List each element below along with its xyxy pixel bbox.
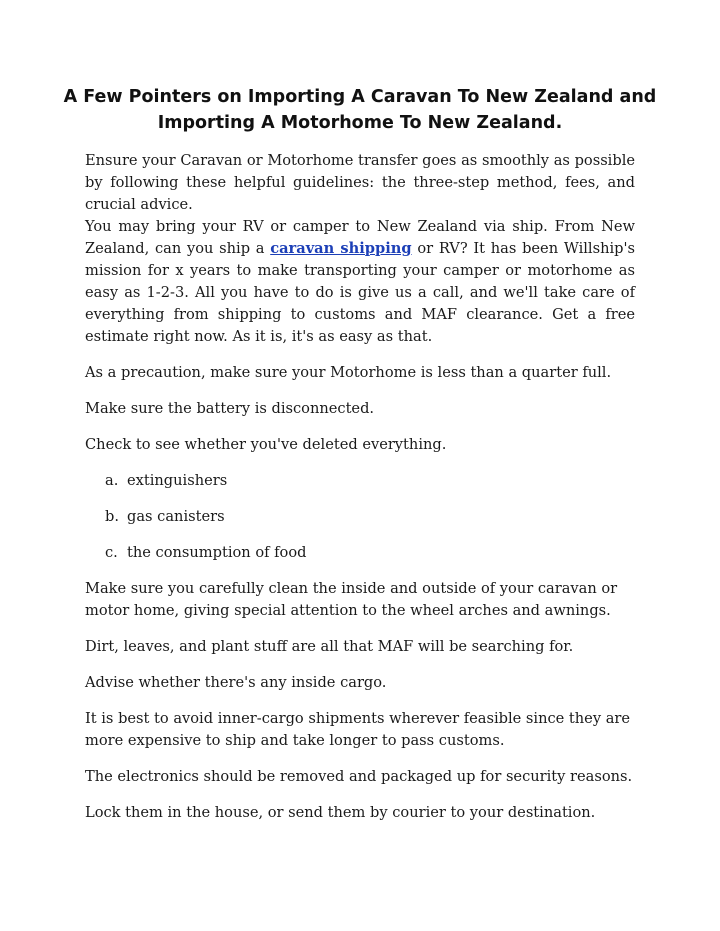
- lock-paragraph: Lock them in the house, or send them by courier to your destination.: [85, 804, 596, 821]
- intro-text-before-link: You may bring your RV or camper to New Zealand via ship. From New Zealand, can you ship a: [85, 218, 635, 257]
- dirt-paragraph: Dirt, leaves, and plant stuff are all that MAF will be searching for.: [85, 638, 574, 655]
- list-marker: b.: [105, 508, 119, 525]
- check-paragraph: Check to see whether you've deleted everything.: [85, 436, 447, 453]
- list-item: [85, 542, 635, 564]
- document-body: [85, 150, 635, 838]
- checklist: [85, 470, 635, 564]
- page-title: A Few Pointers on Importing A Caravan To New Zealand and Importing A Motorhome To New Zealand.: [63, 87, 657, 133]
- clean-paragraph: Make sure you carefully clean the inside and outside of your caravan or motor home, giving special attention to the wheel arches and awnings.: [85, 580, 618, 619]
- cargo-paragraph: Advise whether there's any inside cargo.: [85, 674, 387, 691]
- avoid-paragraph: It is best to avoid inner-cargo shipments wherever feasible since they are more expensive to ship and take longer to pass customs.: [85, 710, 631, 749]
- battery-paragraph: Make sure the battery is disconnected.: [85, 400, 375, 417]
- caravan-shipping-link[interactable]: caravan shipping: [270, 240, 412, 257]
- list-item: [85, 506, 635, 528]
- list-marker: c.: [105, 544, 118, 561]
- list-marker: a.: [105, 472, 119, 489]
- intro-text-after-link: or RV? It has been Willship's mission for x years to make transporting your camper or motorhome as easy as 1-2-3. All you have to do is give us a call, and we'll take care of everything from shipping to customs and MAF clearance. Get a free estimate right now. As it is, it's as easy as that.: [85, 240, 635, 345]
- list-item-text: the consumption of food: [127, 544, 307, 561]
- electronics-paragraph: The electronics should be removed and packaged up for security reasons.: [85, 768, 633, 785]
- list-item: [85, 470, 635, 492]
- intro-paragraph-1: Ensure your Caravan or Motorhome transfer goes as smoothly as possible by following these helpful guidelines: the three-step method, fees, and crucial advice.: [85, 152, 635, 213]
- precaution-paragraph: As a precaution, make sure your Motorhome is less than a quarter full.: [85, 364, 612, 381]
- list-item-text: gas canisters: [127, 508, 225, 525]
- intro-paragraph-2: [85, 216, 635, 348]
- list-item-text: extinguishers: [127, 472, 228, 489]
